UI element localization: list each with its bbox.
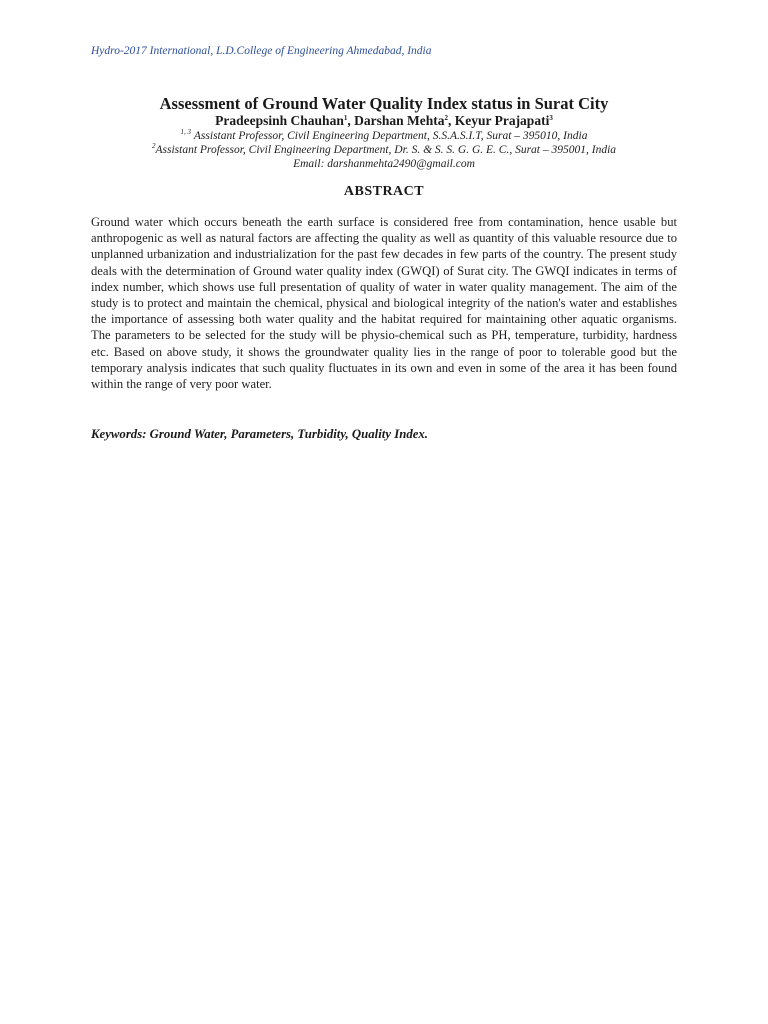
contact-email: Email: darshanmehta2490@gmail.com [293, 158, 475, 170]
abstract-body: Ground water which occurs beneath the earth surface is considered free from contamination, hence usable but anthropogenic as well as natural factors are affecting the quality as well as quantity of this valuable resource due to unplanned urbanization and industrialization for the past few decades in few parts of the country. The present study deals with the determination of Ground water quality index (GWQI) of Surat city. The GWQI indicates in terms of index number, which shows use full presentation of quality of water in water quality management. The aim of the study is to protect and maintain the chemical, physical and biological integrity of the nation's water and establishes the importance of assessing both water quality and the habitat required for maintaining other aquatic organisms. The parameters to be selected for the study will be physio-chemical such as PH, temperature, turbidity, hardness etc. Based on above study, it shows the groundwater quality lies in the range of poor to tolerable good but the temporary analysis indicates that such quality fluctuates in its own and even in some of the area it has been found within the range of very poor water. [91, 215, 677, 392]
affiliation-text: Assistant Professor, Civil Engineering Department, S.S.A.S.I.T, Surat – 395010, India [193, 130, 588, 142]
author-affiliation-mark: 3 [549, 114, 553, 122]
author-affiliation-mark: 1 [343, 114, 348, 122]
paper-title: Assessment of Ground Water Quality Index status in Surat City [159, 94, 609, 113]
affiliation-mark: 1, 3 [180, 128, 192, 136]
abstract-heading: ABSTRACT [343, 184, 425, 199]
affiliation-mark: 2 [151, 142, 156, 150]
author-separator: , [347, 113, 355, 128]
running-header: Hydro-2017 International, L.D.College of Engineering Ahmedabad, India [91, 45, 432, 57]
author-affiliation-mark: 2 [444, 114, 448, 122]
affiliation-text: Assistant Professor, Civil Engineering Department, Dr. S. & S. S. G. G. E. C., Surat – 395001, India [155, 144, 617, 156]
author-separator: , [447, 113, 455, 128]
author-name: Darshan Mehta [354, 113, 445, 128]
affiliation-line [0, 130, 768, 142]
keywords-line: Keywords: Ground Water, Parameters, Turbidity, Quality Index. [91, 427, 429, 441]
author-name: Keyur Prajapati [454, 113, 550, 128]
author-name: Pradeepsinh Chauhan [215, 113, 344, 128]
affiliation-line [0, 144, 768, 156]
author-list [0, 113, 768, 129]
